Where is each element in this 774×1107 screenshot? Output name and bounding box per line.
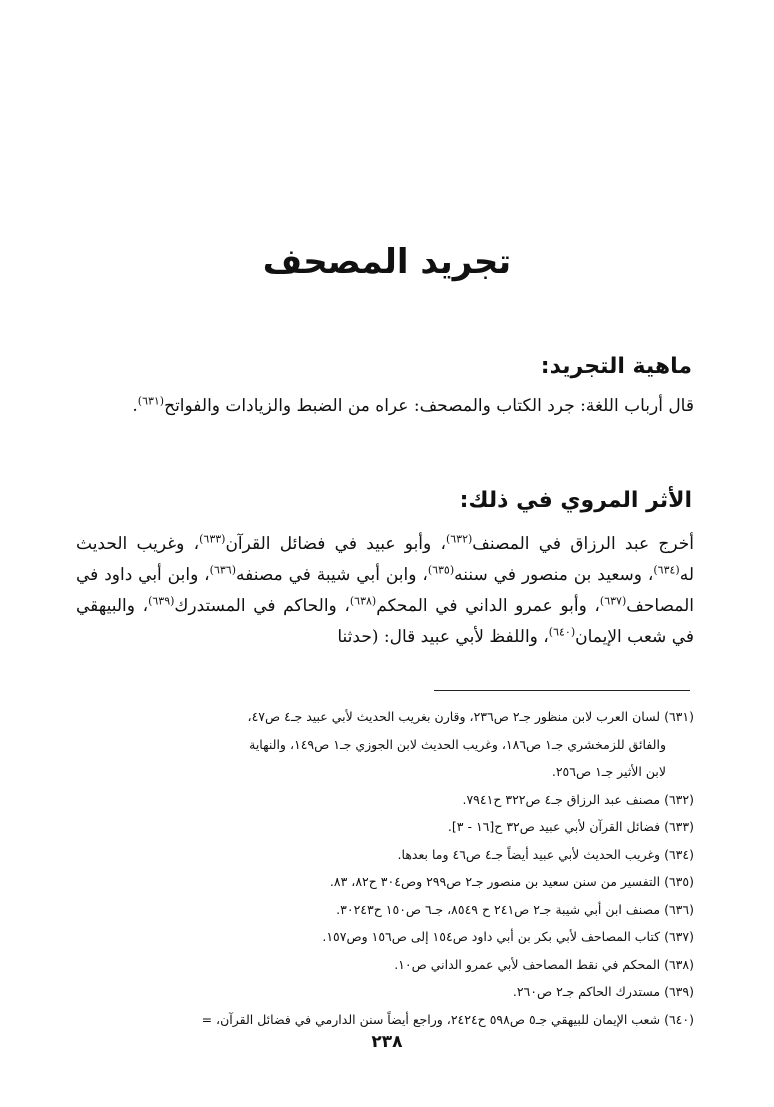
footnotes-list	[74, 703, 694, 1033]
footnote-item	[74, 703, 694, 731]
footnote-number: (٦٤٠)	[664, 1011, 694, 1027]
page-number: ٢٣٨	[371, 1032, 403, 1052]
footnote-item	[74, 923, 694, 951]
footnote-number: (٦٣٦)	[664, 901, 694, 917]
narration-segment: ، وابن أبي شيبة في مصنفه	[236, 565, 428, 585]
footnote-item	[74, 868, 694, 896]
footnote-ref: (٦٣٨)	[349, 594, 377, 608]
footnote-number: (٦٣٤)	[664, 846, 694, 862]
footnote-text: لابن الأثير جـ١ ص٢٥٦.	[551, 764, 666, 779]
footnote-number: (٦٣١)	[664, 709, 694, 724]
footnote-number: (٦٣٨)	[664, 956, 694, 972]
footnote-item	[74, 951, 694, 979]
narration-segment: ، واللفظ لأبي عبيد قال: (حدثنا	[337, 627, 549, 647]
footnote-text: مستدرك الحاكم جـ٢ ص٢٦٠.	[512, 984, 661, 999]
footnote-text: مصنف ابن أبي شيبة جـ٢ ص٢٤١ ح ٨٥٤٩، جـ٦ ص١٥٠ ح٣٠٢٤٣.	[336, 901, 661, 917]
footnote-item	[74, 841, 694, 869]
footnote-ref: (٦٣٦)	[209, 563, 236, 577]
footnote-number: (٦٣٩)	[664, 984, 694, 999]
narration-segment: ، وابن أبي داود في المصاحف	[76, 565, 694, 616]
definition-paragraph: قال أرباب اللغة: جرد الكتاب والمصحف: عراه من الضبط والزيادات والفواتح$^{(٦٣١)}$.	[132, 394, 694, 416]
narration-segment: ، وأبو عمرو الداني في المحكم	[376, 596, 600, 616]
footnote-text: المحكم في نقط المصاحف لأبي عمرو الداني ص١٠.	[394, 956, 661, 972]
definition-text: قال أرباب اللغة: جرد الكتاب والمصحف: عراه من الضبط والزيادات والفواتح	[164, 396, 694, 416]
chapter-title: تجريد المصحف	[262, 242, 512, 282]
narration-segment: ، وسعيد بن منصور في سننه	[454, 565, 654, 585]
footnote-ref: (٦٣٤)	[653, 563, 680, 577]
footnote-continuation	[74, 731, 694, 759]
footnote-item	[74, 786, 694, 814]
footnote-ref: (٦٣٩)	[148, 594, 175, 608]
footnote-number: (٦٣٧)	[664, 929, 694, 944]
footnote-item	[74, 896, 694, 924]
footnote-number: (٦٣٥)	[664, 874, 694, 889]
footnote-text: وغريب الحديث لأبي عبيد أيضاً جـ٤ ص٤٦ وما بعدها.	[397, 846, 661, 862]
footnote-item	[74, 813, 694, 841]
footnote-ref: (٦٣١)	[137, 394, 165, 408]
narration-segment: ، والبيهقي في شعب الإيمان	[76, 596, 694, 647]
footnote-item	[74, 1006, 694, 1034]
footnote-text: التفسير من سنن سعيد بن منصور جـ٢ ص٢٩٩ وص٣٠٤ ح٨٢، ٨٣.	[329, 874, 661, 889]
footnote-number: (٦٣٣)	[664, 819, 694, 834]
footnote-continuation	[74, 758, 694, 786]
footnote-text: فضائل القرآن لأبي عبيد ص٣٢ ح[١٦ - ٣].	[447, 819, 661, 834]
footnote-ref: (٦٣٥)	[427, 563, 455, 577]
footnote-item	[74, 978, 694, 1006]
section-heading-narration: الأثر المروي في ذلك:	[459, 488, 692, 513]
footnote-text: شعب الإيمان للبيهقي جـ٥ ص٥٩٨ ح٢٤٢٤، وراجع أيضاً سنن الدارمي في فضائل القرآن، =	[201, 1011, 661, 1027]
footnote-ref: (٦٣٧)	[599, 594, 627, 608]
footnote-text: كتاب المصاحف لأبي بكر بن أبي داود ص١٥٤ إلى ص١٥٦ وص١٥٧.	[322, 929, 661, 944]
footnote-ref: (٦٣٣)	[199, 532, 226, 546]
footnote-ref: (٦٤٠)	[548, 625, 576, 639]
footnote-text: لسان العرب لابن منظور جـ٢ ص٢٣٦، وقارن بغريب الحديث لأبي عبيد جـ٤ ص٤٧،	[247, 709, 661, 724]
narration-segment: ، والحاكم في المستدرك	[174, 596, 350, 616]
narration-paragraph	[76, 529, 694, 653]
narration-segment: أخرج عبد الرزاق في المصنف	[472, 534, 694, 554]
section-heading-definition: ماهية التجريد:	[540, 354, 692, 379]
footnote-text: والفائق للزمخشري جـ١ ص١٨٦، وغريب الحديث لابن الجوزي جـ١ ص١٤٩، والنهاية	[249, 736, 666, 752]
footnote-ref: (٦٣٢)	[445, 532, 473, 546]
footnote-number: (٦٣٢)	[664, 791, 694, 807]
narration-segment: ، وغريب الحديث له	[76, 534, 694, 585]
footnote-divider	[434, 690, 690, 691]
narration-segment: ، وأبو عبيد في فضائل القرآن	[225, 534, 446, 554]
footnote-text: مصنف عبد الرزاق جـ٤ ص٣٢٢ ح٧٩٤١.	[462, 791, 661, 807]
